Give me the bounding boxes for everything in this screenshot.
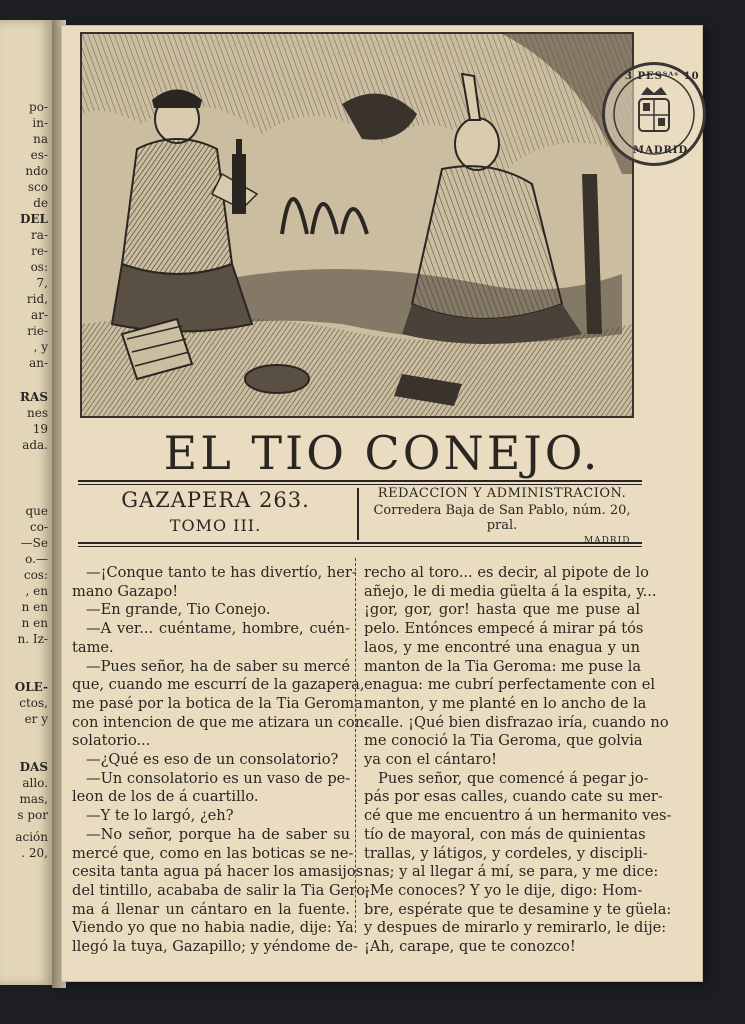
text-line: ¡Me conoces? Y yo le dije, digo: Hom- (364, 881, 643, 899)
text-line: ¡Ah, carape, que te conozco! (364, 938, 576, 956)
text-line: —A ver... cuéntame, hombre, cuén- (86, 620, 350, 638)
text-line: enagua: me cubrí perfectamente con el (364, 676, 656, 694)
left-facing-page (0, 20, 52, 985)
text-line: me conoció la Tia Geroma, que golvia (364, 732, 643, 750)
left-page-fragment: DEL (20, 212, 48, 226)
text-line: tío de mayoral, con más de quinientas (364, 825, 646, 843)
issue-number: GAZAPERA 263. (121, 488, 310, 512)
column-divider (355, 558, 356, 933)
left-page-fragment: ada. (22, 438, 48, 452)
text-line: manton, y me planté en lo ancho de la (364, 694, 647, 712)
text-line: Pues señor, que comencé á pegar jo- (378, 769, 649, 787)
masthead-rule-top-thin (78, 484, 642, 485)
redaccion-heading: REDACCION Y ADMINISTRACION. (377, 486, 627, 501)
text-line: ¡gor, gor, gor! hasta que me puse al (364, 601, 640, 619)
text-line: que, cuando me escurrí de la gazapera, (72, 676, 365, 694)
text-line: Viendo yo que no habia nadie, dije: Ya (72, 919, 354, 937)
text-line: laos, y me encontré una enagua y un (364, 638, 640, 656)
left-page-fragment: DAS (19, 760, 48, 774)
left-page-fragment: allo. (22, 776, 48, 790)
text-line: recho al toro... es decir, al pipote de lo (364, 564, 649, 581)
text-line: pelo. Entónces empecé á mirar pá tós (364, 620, 644, 638)
text-line: y despues de mirarlo y remirarlo, le dije: (364, 919, 667, 937)
left-page-fragment: rie- (27, 324, 48, 338)
text-line: ya con el cántaro! (364, 751, 497, 769)
left-page-fragment: rid, (26, 292, 48, 306)
text-line: mano Gazapo! (72, 582, 179, 600)
text-line: —Pues señor, ha de saber su mercé (86, 657, 350, 675)
text-line: mercé que, como en las boticas se ne- (72, 844, 354, 862)
left-page-fragment: —Se (20, 536, 48, 550)
text-line: bre, espérate que te desamine y te güela: (364, 900, 672, 918)
left-page-fragment: n en (21, 600, 48, 614)
left-page-fragment: ctos, (19, 696, 48, 710)
left-page-fragment: ar- (31, 308, 48, 322)
left-page-fragment: que (25, 504, 48, 518)
office-address: Corredera Baja de San Pablo, núm. 20, pral. (373, 503, 631, 533)
masthead-rule-bottom (78, 542, 642, 544)
left-page-fragment: os: (30, 260, 48, 274)
left-page-fragment: es- (30, 148, 48, 162)
text-line: —En grande, Tio Conejo. (86, 601, 271, 619)
text-line: con intencion de que me atizara un con- (72, 713, 370, 731)
right-text-column (364, 564, 672, 957)
text-line: —Y te lo largó, ¿eh? (86, 807, 234, 825)
woodcut-drawing (82, 34, 632, 416)
text-line: —Un consolatorio es un vaso de pe- (86, 769, 351, 787)
text-line: tame. (72, 638, 114, 656)
text-line: ma á llenar un cántaro en la fuente. (72, 900, 350, 918)
text-line: trallas, y látigos, y cordeles, y discipli- (364, 844, 648, 862)
text-line: solatorio... (72, 732, 151, 750)
left-page-fragment: re- (31, 244, 48, 258)
left-page-fragment: ndo (25, 164, 48, 178)
left-page-fragment: de (33, 196, 48, 210)
left-page-fragment: ra- (31, 228, 48, 242)
office-city: MADRID. (583, 536, 634, 546)
left-page-fragment: , y (33, 340, 48, 354)
masthead-divider (357, 488, 359, 540)
newspaper-title: EL TIO CONEJO. (163, 426, 601, 480)
issue-block (78, 488, 353, 535)
text-line: leon de los de á cuartillo. (72, 788, 259, 806)
text-line: —¿Qué es eso de un consolatorio? (86, 751, 339, 769)
left-page-fragment: mas, (19, 792, 48, 806)
text-line: del tintillo, acababa de salir la Tia Gero- (72, 881, 370, 899)
volume-number: TOMO III. (169, 516, 262, 535)
left-text-column (72, 564, 370, 957)
left-page-fragment: po- (29, 100, 48, 114)
text-line: manton de la Tia Geroma: me puse la (364, 657, 642, 675)
masthead-rule-top (78, 480, 642, 482)
text-line: me pasé por la botica de la Tia Geroma (72, 694, 363, 712)
left-page-fragment: sco (27, 180, 48, 194)
text-line: nas; y al llegar á mí, se para, y me dice: (364, 863, 659, 881)
left-page-fragment: nes (27, 406, 48, 420)
text-line: añejo, le di media güelta á la espita, y... (364, 582, 657, 600)
left-page-fragment: s por (17, 808, 48, 822)
left-page-fragment: co- (30, 520, 48, 534)
stamp-city: MADRID (633, 145, 689, 156)
stamp-value: 3 PESᵀᴬˢ 10 (625, 71, 700, 82)
woodcut-illustration (80, 32, 634, 418)
text-line: pás por esas calles, cuando cate su mer- (364, 788, 663, 806)
left-page-fragment: o.— (25, 552, 48, 566)
left-page-fragment: . 20, (21, 846, 48, 860)
text-line: cesita tanta agua pá hacer los amasijos (72, 863, 364, 881)
left-page-fragment: ación (15, 830, 48, 844)
left-page-fragment: 19 (32, 422, 48, 436)
left-page-fragment: na (33, 132, 48, 146)
left-page-fragment: OLE- (14, 680, 48, 694)
left-page-fragment: RAS (20, 390, 48, 404)
left-page-fragment: n. Iz- (17, 632, 48, 646)
left-page-fragment: n en (21, 616, 48, 630)
left-page-fragment: , en (25, 584, 48, 598)
left-page-fragment: er y (24, 712, 48, 726)
text-line: —¡Conque tanto te has divertío, her- (86, 564, 357, 581)
text-line: llegó la tuya, Gazapillo; y yéndome de- (72, 938, 358, 956)
administration-block (362, 486, 642, 546)
left-page-fragment: an- (29, 356, 48, 370)
left-page-fragment: 7, (36, 276, 48, 290)
newspaper-page (62, 26, 702, 981)
text-line: —No señor, porque ha de saber su (86, 825, 350, 843)
text-line: cé que me encuentro á un hermanito ves- (364, 807, 672, 825)
text-line: calle. ¡Qué bien disfrazao iría, cuando no (364, 713, 669, 731)
masthead-rule-bottom-thin (78, 546, 642, 547)
left-page-fragment: in- (32, 116, 48, 130)
tax-stamp-seal (602, 62, 706, 166)
left-page-fragment: cos: (23, 568, 48, 582)
